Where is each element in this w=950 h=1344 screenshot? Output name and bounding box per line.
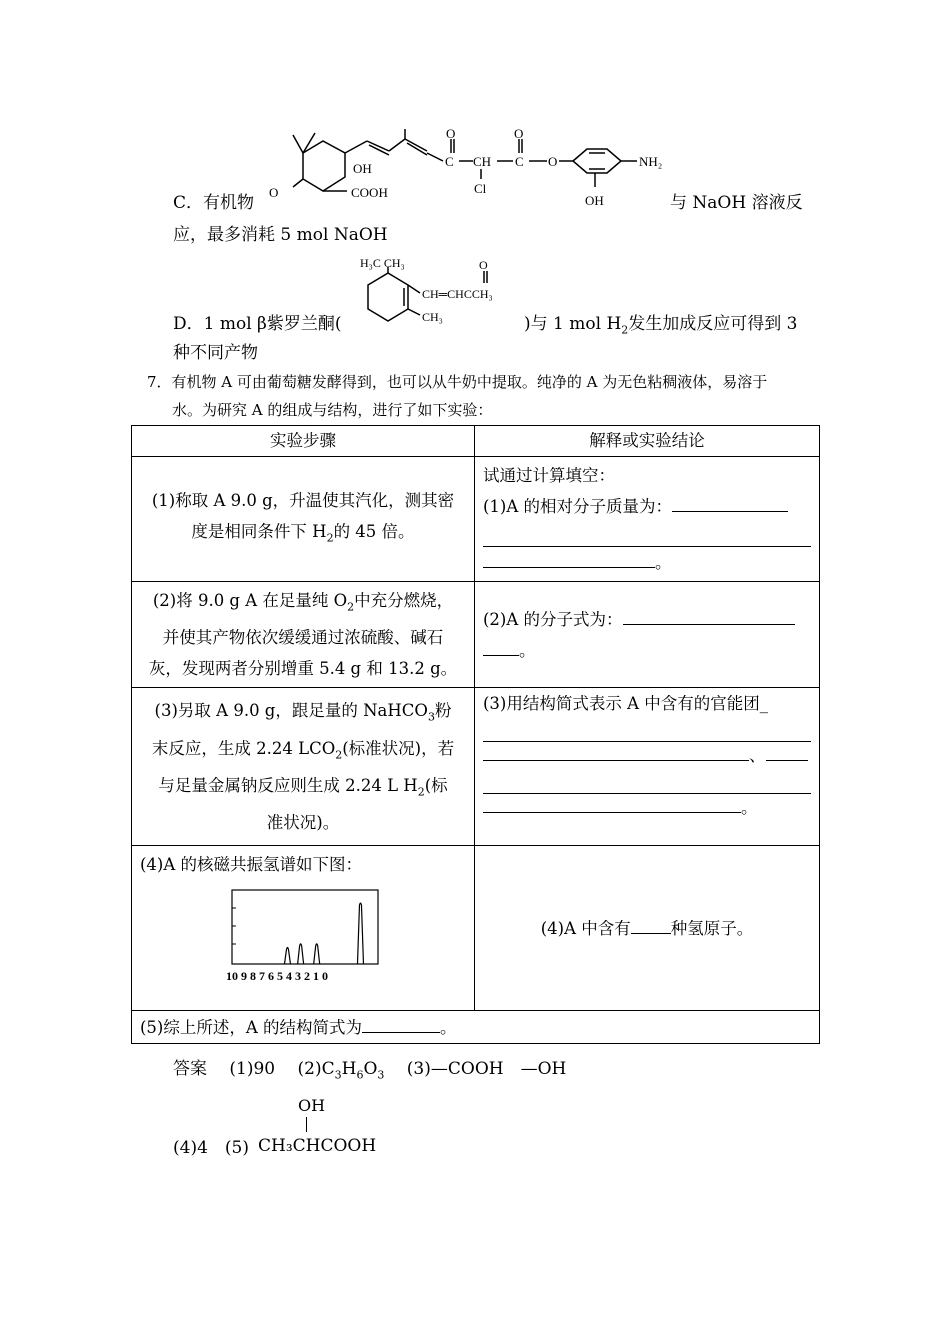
option-d-line2: 种不同产物 <box>173 343 258 363</box>
answer-blank[interactable] <box>362 1014 440 1033</box>
answer-3: (3)—COOH —OH <box>406 1059 567 1079</box>
row2-conclusion: (2)A 的分子式为： 。 <box>475 582 820 688</box>
c-cl: Cl <box>474 181 487 196</box>
table-row <box>132 1011 820 1044</box>
header-conclusion: 解释或实验结论 <box>475 426 820 457</box>
answer-label: 答案 <box>173 1059 207 1079</box>
answer-blank[interactable] <box>631 915 671 934</box>
header-steps: 实验步骤 <box>132 426 475 457</box>
answer-struct-formula: CH₃CHCOOH <box>258 1136 377 1156</box>
c-carbon-1: C <box>445 154 454 169</box>
d-chain: CH═CHCCH₃ <box>422 287 493 301</box>
c-carbon-2: C <box>515 154 524 169</box>
answer-2: $(2)C_3H_6O_3$ <box>297 1059 385 1082</box>
answer-blank[interactable] <box>483 794 741 813</box>
nmr-axis-label: 10 9 8 7 6 5 4 3 2 1 0 <box>226 969 328 984</box>
c-phenol-oh: OH <box>585 193 604 208</box>
answer-blank[interactable] <box>483 769 811 794</box>
answer-blank[interactable] <box>672 493 788 512</box>
option-d-prefix: D．1 mol β紫罗兰酮( <box>173 314 342 334</box>
table-row <box>132 846 820 1011</box>
option-c-line1 <box>173 192 254 214</box>
table-row <box>132 582 820 688</box>
d-ch3: CH₃ <box>422 310 443 324</box>
option-c-prefix: C．有机物 <box>173 193 255 213</box>
row4-step: (4)A 的核磁共振氢谱如下图： 10 9 8 7 6 5 4 3 2 1 0 <box>132 846 475 1011</box>
option-c-suffix: 与 NaOH 溶液反 <box>670 193 803 213</box>
c-carbonyl-o2: O <box>514 126 524 141</box>
answer-5: (5) <box>224 1138 249 1158</box>
row3-step: (3)另取 A 9.0 g，跟足量的 NaHCO$_3$粉 末反应，生成 2.24 $LCO_2$(标准状况)，若 与足量金属钠反应则生成 2.24 L $H_2$(标 准状况)。 <box>132 688 475 846</box>
answer-blank[interactable] <box>483 522 811 547</box>
option-d-suffix: )与 1 mol $H_2$发生加成反应可得到 3 <box>524 314 798 337</box>
table-row <box>132 457 820 582</box>
d-h3c-ch3: H₃C CH₃ <box>360 256 405 270</box>
d-o: O <box>479 258 488 272</box>
row1-step: (1)称取 A 9.0 g，升温使其汽化，测其密 度是相同条件下 $H_2$的 45 倍。 <box>132 457 475 582</box>
option-c-line2: 应，最多消耗 5 mol NaOH <box>173 225 388 245</box>
c-nh2: NH₂ <box>639 154 663 169</box>
nmr-peak <box>314 944 320 964</box>
row2-step: (2)将 9.0 g A 在足量纯 $O_2$中充分燃烧， 并使其产物依次缓缓通过浓硫酸、碱石 灰，发现两者分别增重 5.4 g 和 13.2 g。 <box>132 582 475 688</box>
answer-blank[interactable] <box>623 606 795 625</box>
answer-blank[interactable] <box>483 742 749 761</box>
row3-conclusion: (3)用结构简式表示 A 中含有的官能团_ 、 。 <box>475 688 820 846</box>
c-ch: CH <box>473 154 492 169</box>
answer-blank[interactable] <box>483 549 655 568</box>
question-7-line2: 水。为研究 A 的组成与结构，进行了如下实验： <box>172 401 493 419</box>
answer-blank[interactable] <box>483 717 811 742</box>
answer-blank[interactable] <box>483 637 519 656</box>
experiment-table <box>131 425 820 1044</box>
row4-conclusion: (4)A 中含有 种氢原子。 <box>475 846 820 1011</box>
nmr-peak <box>284 948 290 965</box>
c-carbonyl-o1: O <box>446 126 456 141</box>
c-ester-o: O <box>548 154 558 169</box>
question-7-line1: 7．有机物 A 可由葡萄糖发酵得到，也可以从牛奶中提取。纯净的 A 为无色粘稠液体，易溶于 <box>147 373 768 391</box>
row1-conclusion: 试通过计算填空： (1)A 的相对分子质量为： 。 <box>475 457 820 582</box>
answer-struct-oh: OH <box>298 1096 326 1115</box>
option-d-structure <box>358 255 528 327</box>
answer-line2 <box>173 1137 249 1159</box>
table-row <box>132 688 820 846</box>
answer-struct-bond <box>306 1117 307 1132</box>
nmr-peak <box>298 944 304 964</box>
c-oh-label: OH <box>353 161 372 176</box>
answer-1: (1)90 <box>229 1059 276 1079</box>
row5: (5)综上所述，A 的结构简式为 。 <box>132 1011 820 1044</box>
table-header-row <box>132 426 820 457</box>
answer-4: (4)4 <box>173 1138 208 1158</box>
nmr-peak <box>357 903 363 964</box>
c-ring-o-label: O <box>269 185 279 200</box>
c-cooh-label: COOH <box>351 185 388 200</box>
option-c-structure <box>265 125 685 215</box>
answer-line1 <box>173 1058 566 1086</box>
answer-blank[interactable] <box>766 742 808 761</box>
nmr-spectrum <box>224 886 394 986</box>
